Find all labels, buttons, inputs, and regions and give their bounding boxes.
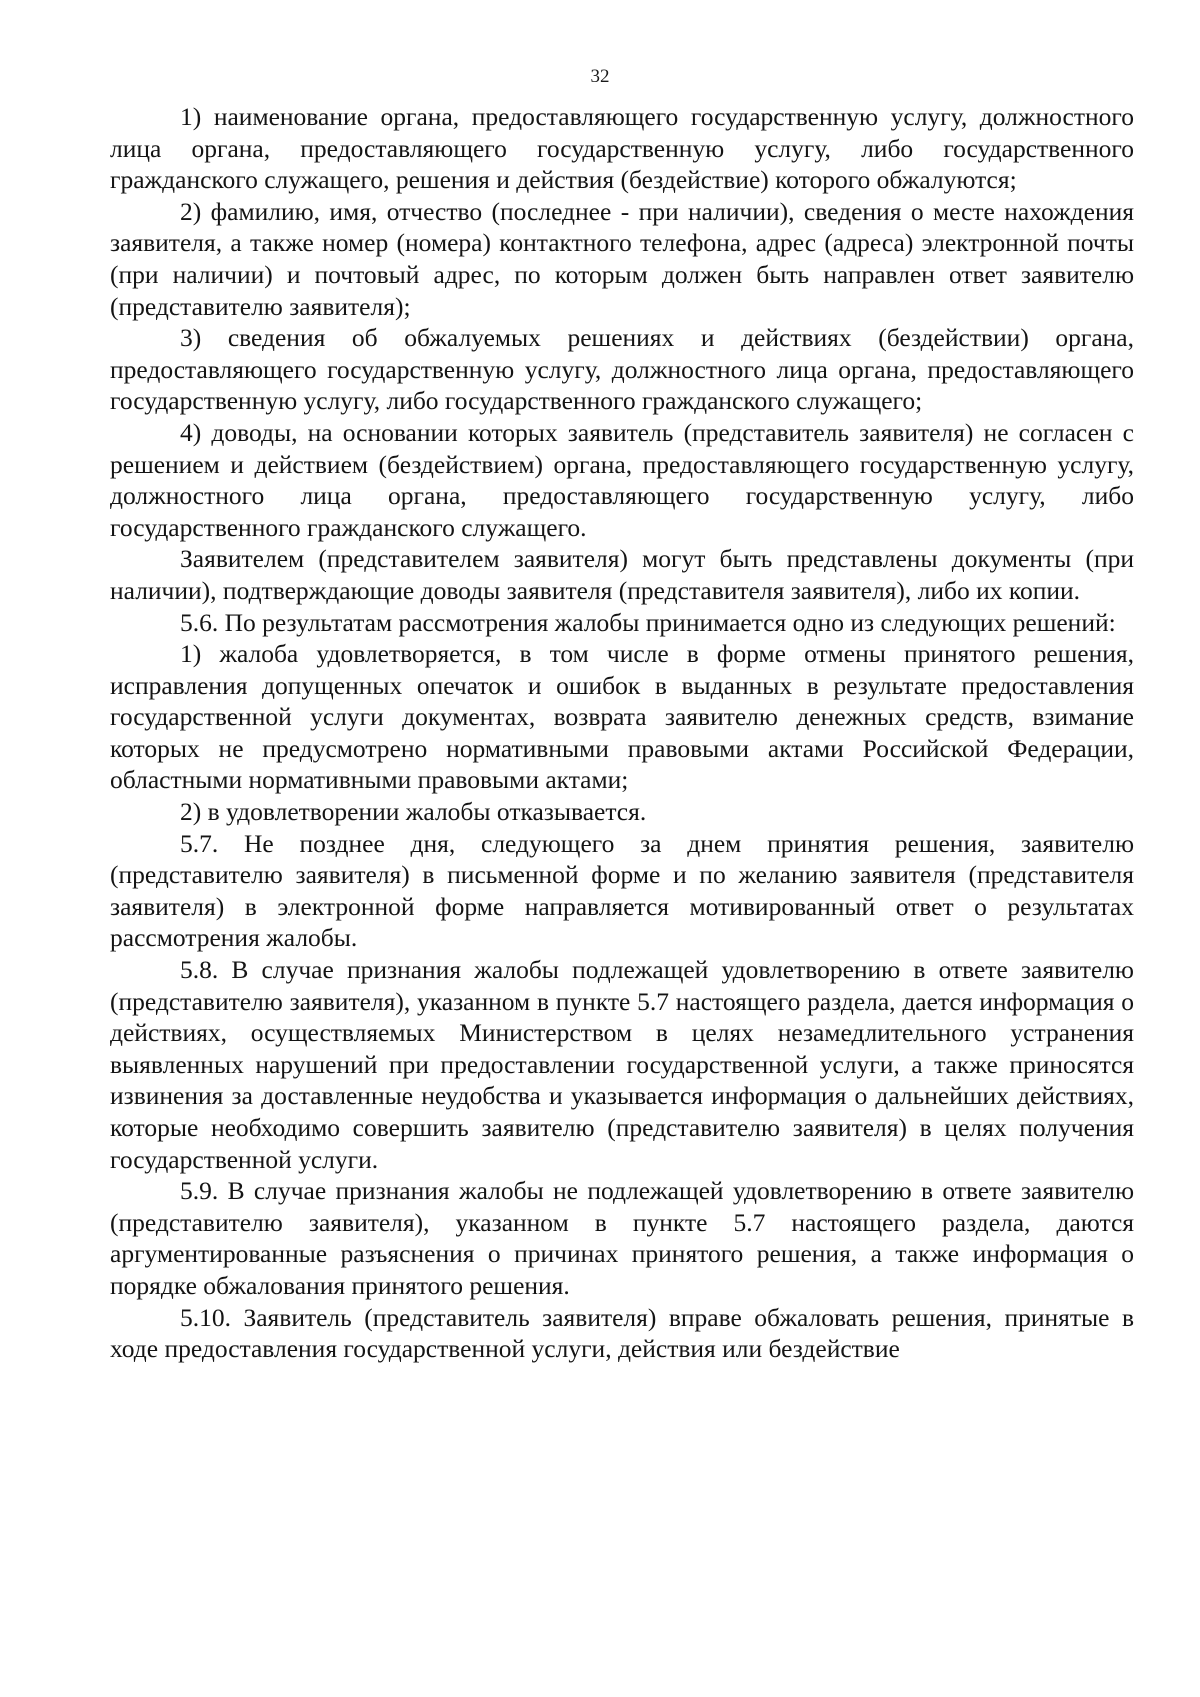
paragraph-item-2-contacts: 2) фамилию, имя, отчество (последнее - при наличии), сведения о месте нахождения заявителя, а также номер (номера) контактного телефона, адрес (адреса) электронной почты (при наличии) и почтовый адрес, по которым должен быть направлен ответ заявителю (представителю заявителя); (110, 196, 1134, 321)
paragraph-5-6-item-1: 1) жалоба удовлетворяется, в том числе в форме отмены принятого решения, исправления допущенных опечаток и ошибок в выданных в результате предоставления государственной услуги документах, возврата заявителю денежных средств, взимание которых не предусмотрено нормативными правовыми актами Российской Федерации, областными нормативными правовыми актами; (110, 639, 1134, 795)
paragraph-item-3-decisions: 3) сведения об обжалуемых решениях и действиях (бездействии) органа, предоставляющего государственную услугу, должностного лица органа, предоставляющего государственную услугу, либо государственного гражданского служащего; (110, 323, 1134, 416)
document-body (110, 101, 1134, 1365)
page-number: 32 (590, 66, 610, 87)
paragraph-5-9: 5.9. В случае признания жалобы не подлежащей удовлетворению в ответе заявителю (представителю заявителя), указанном в пункте 5.7 настоящего раздела, даются аргументированные разъяснения о причинах принятого решения, а также информация о порядке обжалования принятого решения. (110, 1176, 1134, 1300)
paragraph-5-8: 5.8. В случае признания жалобы подлежащей удовлетворению в ответе заявителю (представителю заявителя), указанном в пункте 5.7 настоящего раздела, дается информация о действиях, осуществляемых Министерством в целях незамедлительного устранения выявленных нарушений при предоставлении государственной услуги, а также приносятся извинения за доставленные неудобства и указывается информация о дальнейших действиях, которые необходимо совершить заявителю (представителю заявителя) в целях получения государственной услуги. (110, 955, 1134, 1174)
paragraph-5-7: 5.7. Не позднее дня, следующего за днем принятия решения, заявителю (представителю заявителя) в письменной форме и по желанию заявителя (представителя заявителя) в электронной форме направляется мотивированный ответ о результатах рассмотрения жалобы. (110, 828, 1134, 953)
paragraph-5-6-item-2: 2) в удовлетворении жалобы отказывается. (180, 797, 647, 827)
paragraph-item-1-name-body: 1) наименование органа, предоставляющего государственную услугу, должностного лица органа, предоставляющего государственную услугу, либо государственного гражданского служащего, решения и действия (бездействие) которого обжалуются; (110, 102, 1134, 195)
paragraph-item-4-arguments: 4) доводы, на основании которых заявитель (представитель заявителя) не согласен с решением и действием (бездействием) органа, предоставляющего государственную услугу, должностного лица органа, предоставляющего государственную услугу, либо государственного гражданского служащего. (110, 417, 1134, 542)
paragraph-5-6: 5.6. По результатам рассмотрения жалобы принимается одно из следующих решений: (180, 607, 1116, 637)
paragraph-documents: Заявителем (представителем заявителя) могут быть представлены документы (при наличии), подтверждающие доводы заявителя (представителя заявителя), либо их копии. (110, 544, 1134, 605)
paragraph-5-10: 5.10. Заявитель (представитель заявителя) вправе обжаловать решения, принятые в ходе предоставления государственной услуги, действия или бездействие (110, 1302, 1134, 1364)
